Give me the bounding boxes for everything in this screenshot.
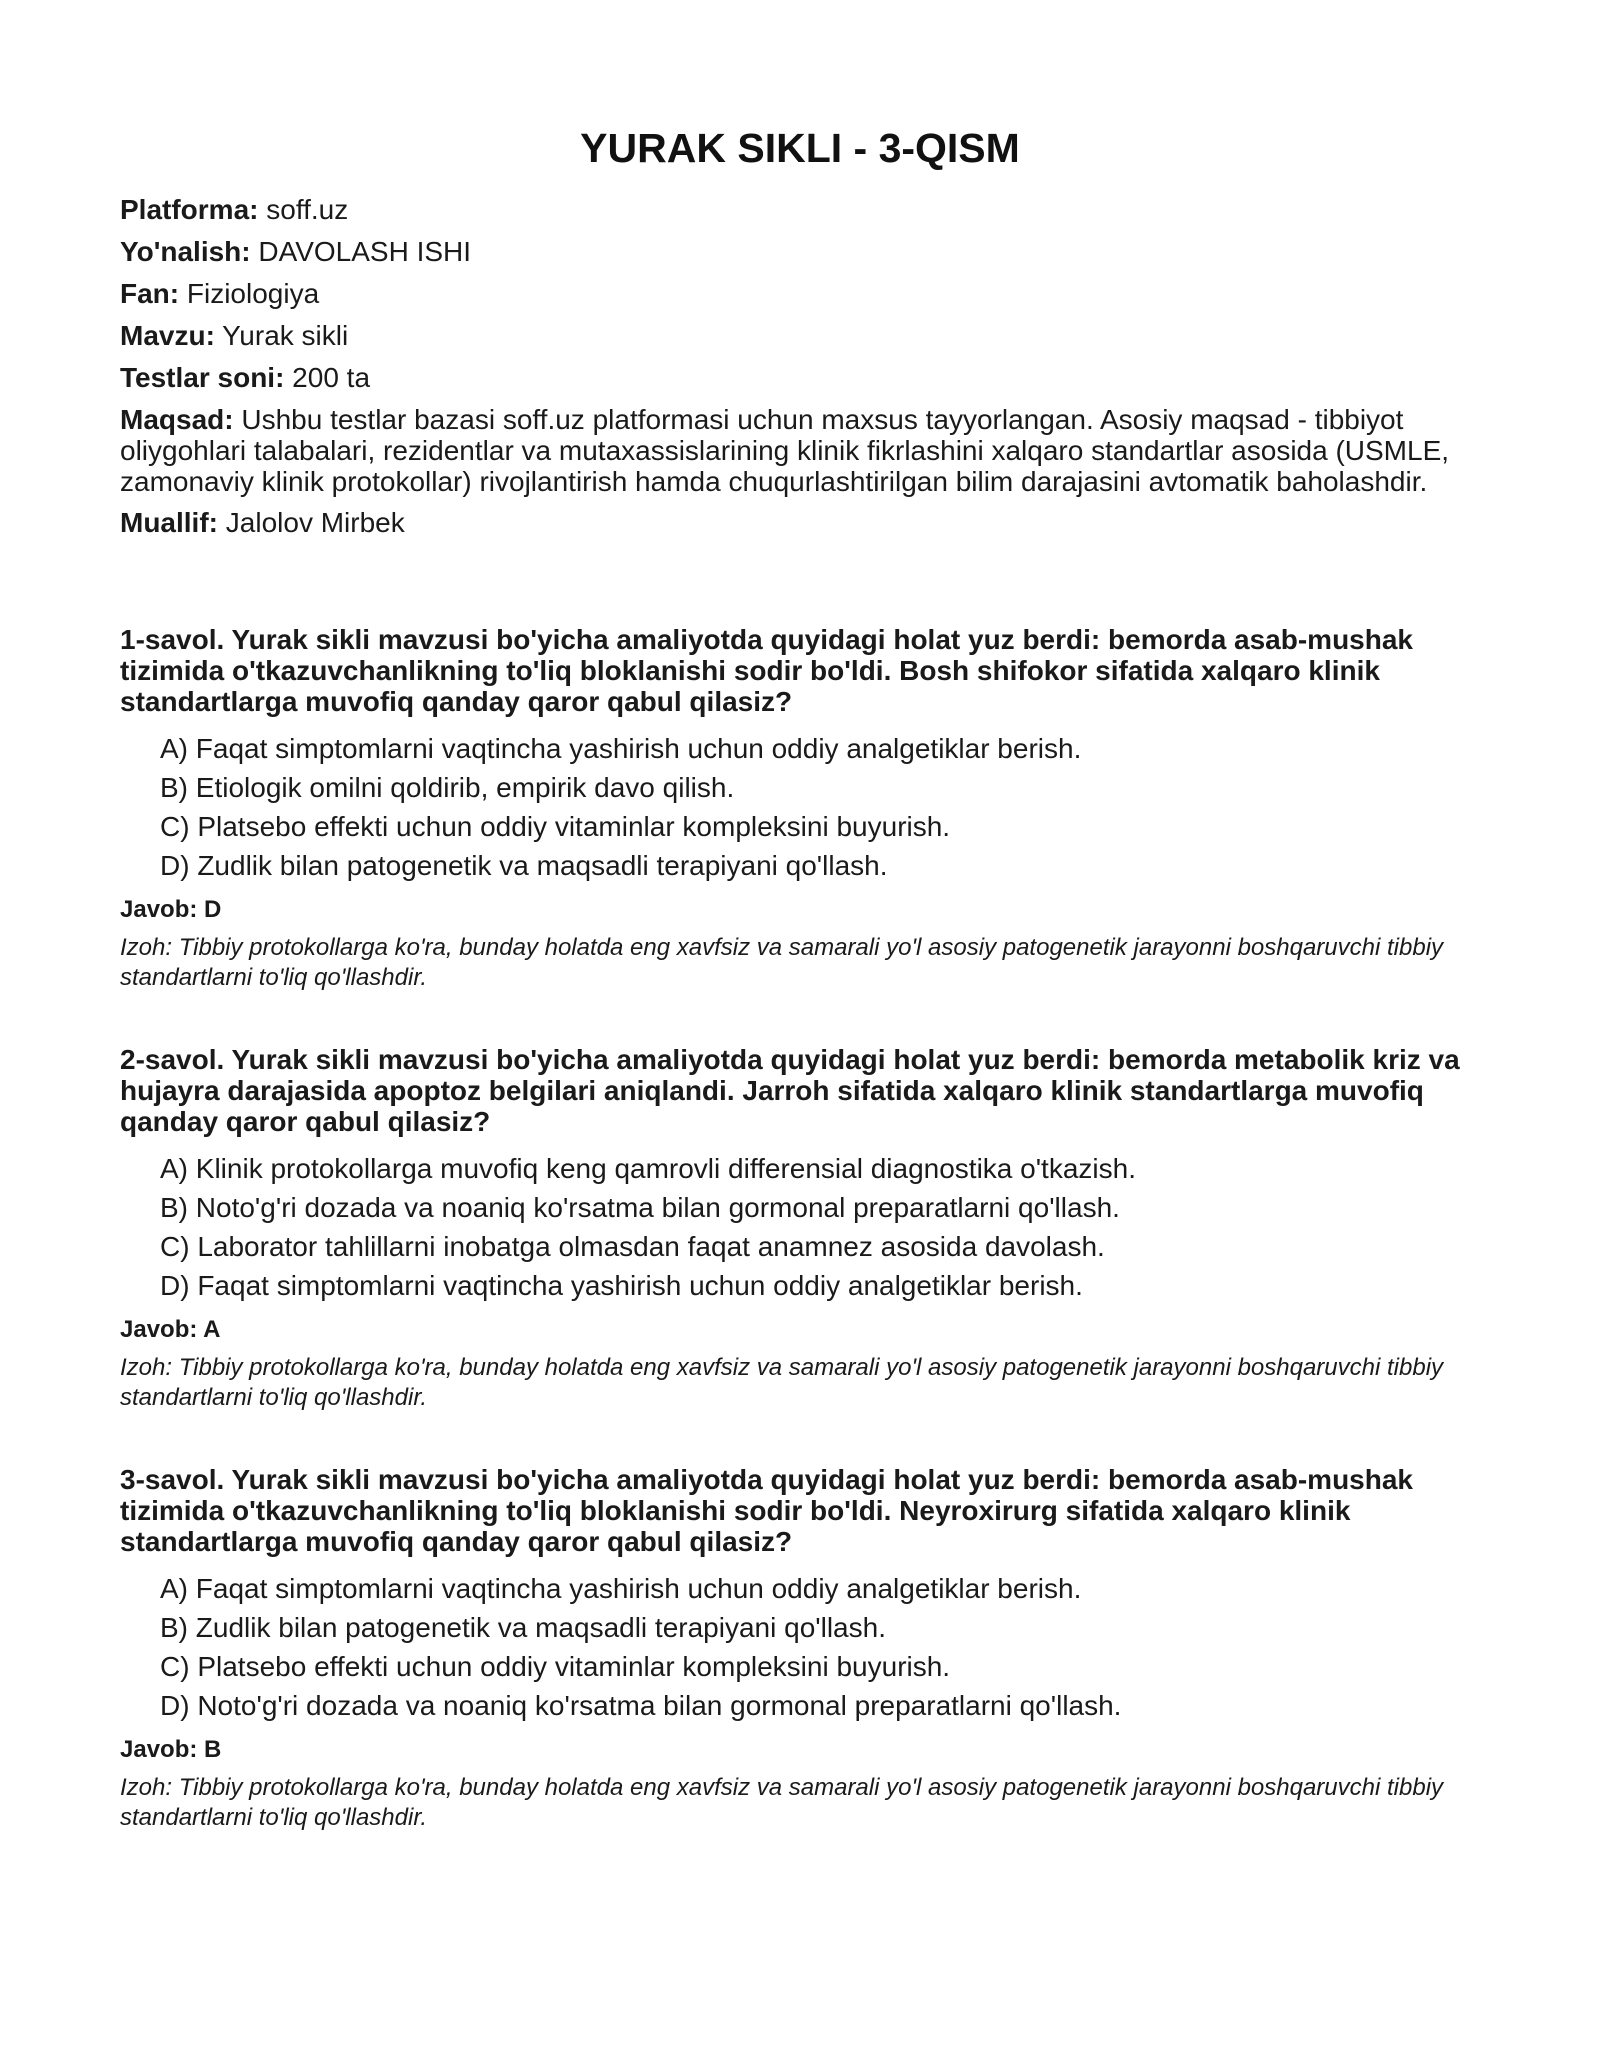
question-2 [120,1044,1480,1413]
option-b: B) Noto'g'ri dozada va noaniq ko'rsatma bilan gormonal preparatlarni qo'llash. [160,1192,1120,1223]
document-page [120,0,1480,1884]
meta-label: Yo'nalish: [120,236,251,267]
meta-label: Platforma: [120,194,259,225]
meta-label: Fan: [120,278,180,309]
meta-value: 200 ta [284,362,371,393]
page-title: YURAK SIKLI - 3-QISM [580,125,1020,171]
meta-label: Testlar soni: [120,362,285,393]
option-a: A) Klinik protokollarga muvofiq keng qamrovli differensial diagnostika o'tkazish. [160,1153,1136,1184]
meta-topic [120,320,1480,352]
answer-label: Javob: B [120,1736,222,1763]
explanation-note: Izoh: Tibbiy protokollarga ko'ra, bunday holatda eng xavfsiz va samarali yo'l asosiy patogenetik jarayonni boshqaruvchi tibbiy standartlarni to'liq qo'llashdir. [120,934,1444,991]
option-d: D) Faqat simptomlarni vaqtincha yashirish uchun oddiy analgetiklar berish. [160,1270,1083,1301]
option-c: C) Platsebo effekti uchun oddiy vitaminlar kompleksini buyurish. [160,1651,951,1682]
questions-list [120,624,1480,1833]
explanation-note: Izoh: Tibbiy protokollarga ko'ra, bunday holatda eng xavfsiz va samarali yo'l asosiy patogenetik jarayonni boshqaruvchi tibbiy standartlarni to'liq qo'llashdir. [120,1774,1444,1831]
option-a: A) Faqat simptomlarni vaqtincha yashirish uchun oddiy analgetiklar berish. [160,1573,1082,1604]
option-b: B) Zudlik bilan patogenetik va maqsadli terapiyani qo'llash. [160,1612,886,1643]
question-3 [120,1464,1480,1833]
meta-value: Jalolov Mirbek [218,507,405,538]
meta-label: Maqsad: [120,404,234,435]
meta-value: Ushbu testlar bazasi soff.uz platformasi uchun maxsus tayyorlangan. Asosiy maqsad - tibbiyot oliygohlari talabalari, rezidentlar va mutaxassislarining klinik fikrlashini xalqaro standartlar asosida (USMLE, zamonaviy klinik protokollar) rivojlantirish hamda chuqurlashtirilgan bilim darajasini avtomatik baholashdir. [120,404,1450,497]
question-1 [120,624,1480,993]
option-c: C) Platsebo effekti uchun oddiy vitaminlar kompleksini buyurish. [160,811,951,842]
options-list [120,729,1480,885]
answer-label: Javob: D [120,896,222,923]
question-text: 1-savol. Yurak sikli mavzusi bo'yicha amaliyotda quyidagi holat yuz berdi: bemorda asab-mushak tizimida o'tkazuvchanlikning to'liq bloklanishi sodir bo'ldi. Bosh shifokor sifatida xalqaro klinik standartlarga muvofiq qanday qaror qabul qilasiz? [120,624,1414,717]
meta-platform [120,194,1480,226]
question-text: 3-savol. Yurak sikli mavzusi bo'yicha amaliyotda quyidagi holat yuz berdi: bemorda asab-mushak tizimida o'tkazuvchanlikning to'liq bloklanishi sodir bo'ldi. Neyroxirurg sifatida xalqaro klinik standartlarga muvofiq qanday qaror qabul qilasiz? [120,1464,1414,1557]
meta-label: Muallif: [120,507,218,538]
meta-value: soff.uz [258,194,349,225]
options-list [120,1569,1480,1725]
meta-label: Mavzu: [120,320,215,351]
meta-author [120,507,1480,539]
meta-purpose [120,404,1480,497]
explanation-note: Izoh: Tibbiy protokollarga ko'ra, bunday holatda eng xavfsiz va samarali yo'l asosiy patogenetik jarayonni boshqaruvchi tibbiy standartlarni to'liq qo'llashdir. [120,1354,1444,1411]
option-d: D) Noto'g'ri dozada va noaniq ko'rsatma bilan gormonal preparatlarni qo'llash. [160,1690,1122,1721]
meta-value: DAVOLASH ISHI [250,236,472,267]
options-list [120,1149,1480,1305]
meta-test-count [120,362,1480,394]
option-d: D) Zudlik bilan patogenetik va maqsadli terapiyani qo'llash. [160,850,888,881]
option-c: C) Laborator tahlillarni inobatga olmasdan faqat anamnez asosida davolash. [160,1231,1105,1262]
option-b: B) Etiologik omilni qoldirib, empirik davo qilish. [160,772,735,803]
meta-value: Yurak sikli [214,320,349,351]
option-a: A) Faqat simptomlarni vaqtincha yashirish uchun oddiy analgetiklar berish. [160,733,1082,764]
metadata-block [120,194,1480,539]
answer-label: Javob: A [120,1316,221,1343]
meta-direction [120,236,1480,268]
meta-subject [120,278,1480,310]
meta-value: Fiziologiya [179,278,320,309]
question-text: 2-savol. Yurak sikli mavzusi bo'yicha amaliyotda quyidagi holat yuz berdi: bemorda metabolik kriz va hujayra darajasida apoptoz belgilari aniqlandi. Jarroh sifatida xalqaro klinik standartlarga muvofiq qanday qaror qabul qilasiz? [120,1044,1460,1137]
